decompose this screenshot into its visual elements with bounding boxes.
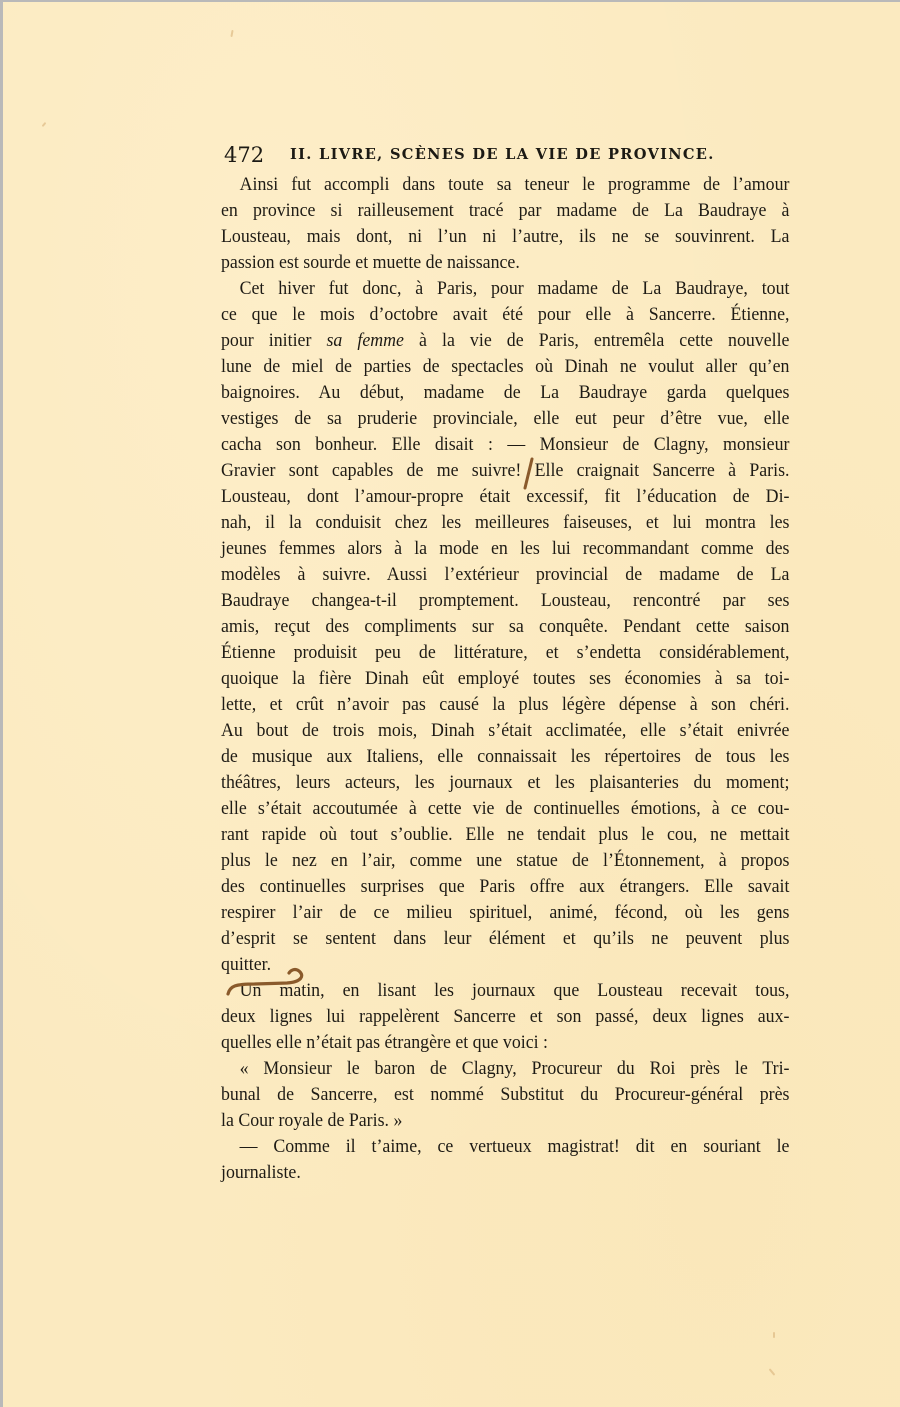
text-line: elle s’était accoutumée à cette vie de continuelles émotions, à ce cou- bbox=[221, 798, 790, 819]
text-line: Lousteau, dont l’amour-propre était excessif, fit l’éducation de Di- bbox=[221, 486, 790, 507]
text-line: Cet hiver fut donc, à Paris, pour madame de La Baudraye, tout bbox=[239, 278, 790, 299]
text-line: journaliste. bbox=[221, 1162, 301, 1183]
paper-speck bbox=[230, 30, 233, 37]
text-line: respirer l’air de ce milieu spirituel, animé, fécond, où les gens bbox=[221, 902, 790, 923]
text-line: rant rapide où tout s’oublie. Elle ne tendait plus le cou, ne mettait bbox=[221, 824, 790, 845]
text-line: plus le nez en l’air, comme une statue de l’Étonnement, à propos bbox=[221, 850, 790, 871]
text-line: quitter. bbox=[221, 954, 272, 975]
paper-speck bbox=[769, 1368, 776, 1375]
text-line: vestiges de sa pruderie provinciale, elle eut peur d’être vue, elle bbox=[221, 408, 790, 429]
text-line: ce que le mois d’octobre avait été pour elle à Sancerre. Étienne, bbox=[221, 304, 790, 325]
text-line: quelles elle n’était pas étrangère et que voici : bbox=[221, 1032, 549, 1053]
text-line: Gravier sont capables de me suivre! Elle craignait Sancerre à Paris. bbox=[221, 460, 790, 481]
text-line: Étienne produisit peu de littérature, et s’endetta considérablement, bbox=[221, 642, 790, 663]
paper-speck bbox=[42, 122, 47, 127]
page-header bbox=[224, 143, 724, 169]
running-title: II. LIVRE, SCÈNES DE LA VIE DE PROVINCE. bbox=[290, 146, 715, 163]
text-line: Baudraye changea-t-il promptement. Lousteau, rencontré par ses bbox=[221, 590, 790, 611]
text-line: « Monsieur le baron de Clagny, Procureur du Roi près le Tri- bbox=[239, 1058, 790, 1079]
page-number: 472 bbox=[224, 143, 265, 167]
text-line: jeunes femmes alors à la mode en les lui recommandant comme des bbox=[221, 538, 790, 559]
text-line: Ainsi fut accompli dans toute sa teneur le programme de l’amour bbox=[239, 174, 790, 195]
paragraph bbox=[221, 978, 790, 1056]
text-line: des continuelles surprises que Paris offre aux étrangers. Elle savait bbox=[221, 876, 790, 897]
text-line: d’esprit se sentent dans leur élément et qu’ils ne peuvent plus bbox=[221, 928, 790, 949]
paper-speck bbox=[773, 1332, 775, 1338]
text-line: passion est sourde et muette de naissance. bbox=[221, 252, 520, 273]
text-line: modèles à suivre. Aussi l’extérieur provincial de madame de La bbox=[221, 564, 790, 585]
italic-phrase: sa femme bbox=[326, 330, 404, 351]
text-line: Lousteau, mais dont, ni l’un ni l’autre, ils ne se souvinrent. La bbox=[221, 226, 790, 247]
quoted-notice bbox=[221, 1056, 790, 1134]
text-line: la Cour royale de Paris. » bbox=[221, 1110, 403, 1131]
paragraph bbox=[221, 1134, 790, 1186]
text-line: amis, reçut des compliments sur sa conquête. Pendant cette saison bbox=[221, 616, 790, 637]
body-text bbox=[221, 172, 790, 1186]
text-line: cacha son bonheur. Elle disait : — Monsieur de Clagny, monsieur bbox=[221, 434, 790, 455]
text-line: bunal de Sancerre, est nommé Substitut du Procureur-général près bbox=[221, 1084, 790, 1105]
text-line: nah, il la conduisit chez les meilleures faiseuses, et lui montra les bbox=[221, 512, 790, 533]
text-line: Au bout de trois mois, Dinah s’était acclimatée, elle s’était enivrée bbox=[221, 720, 790, 741]
text-line: de musique aux Italiens, elle connaissait les répertoires de tous les bbox=[221, 746, 790, 767]
book-page bbox=[3, 2, 900, 1407]
text-line: deux lignes lui rappelèrent Sancerre et son passé, deux lignes aux- bbox=[221, 1006, 790, 1027]
text-line: quoique la fière Dinah eût employé toutes ses économies à sa toi- bbox=[221, 668, 790, 689]
paragraph bbox=[221, 276, 790, 978]
paragraph bbox=[221, 172, 790, 276]
text-line-with-italic: pour initier sa femme à la vie de Paris, entremêla cette nouvelle bbox=[221, 330, 790, 351]
text-line: en province si railleusement tracé par madame de La Baudraye à bbox=[221, 200, 790, 221]
text-line: théâtres, leurs acteurs, les journaux et les plaisanteries du moment; bbox=[221, 772, 790, 793]
text-line: Un matin, en lisant les journaux que Lousteau recevait tous, bbox=[239, 980, 790, 1001]
text-line: baignoires. Au début, madame de La Baudraye garda quelques bbox=[221, 382, 790, 403]
text-line: lette, et crût n’avoir pas causé la plus légère dépense à son chéri. bbox=[221, 694, 790, 715]
text-line: — Comme il t’aime, ce vertueux magistrat! dit en souriant le bbox=[239, 1136, 790, 1157]
text-line: lune de miel de parties de spectacles où Dinah ne voulut aller qu’en bbox=[221, 356, 790, 377]
